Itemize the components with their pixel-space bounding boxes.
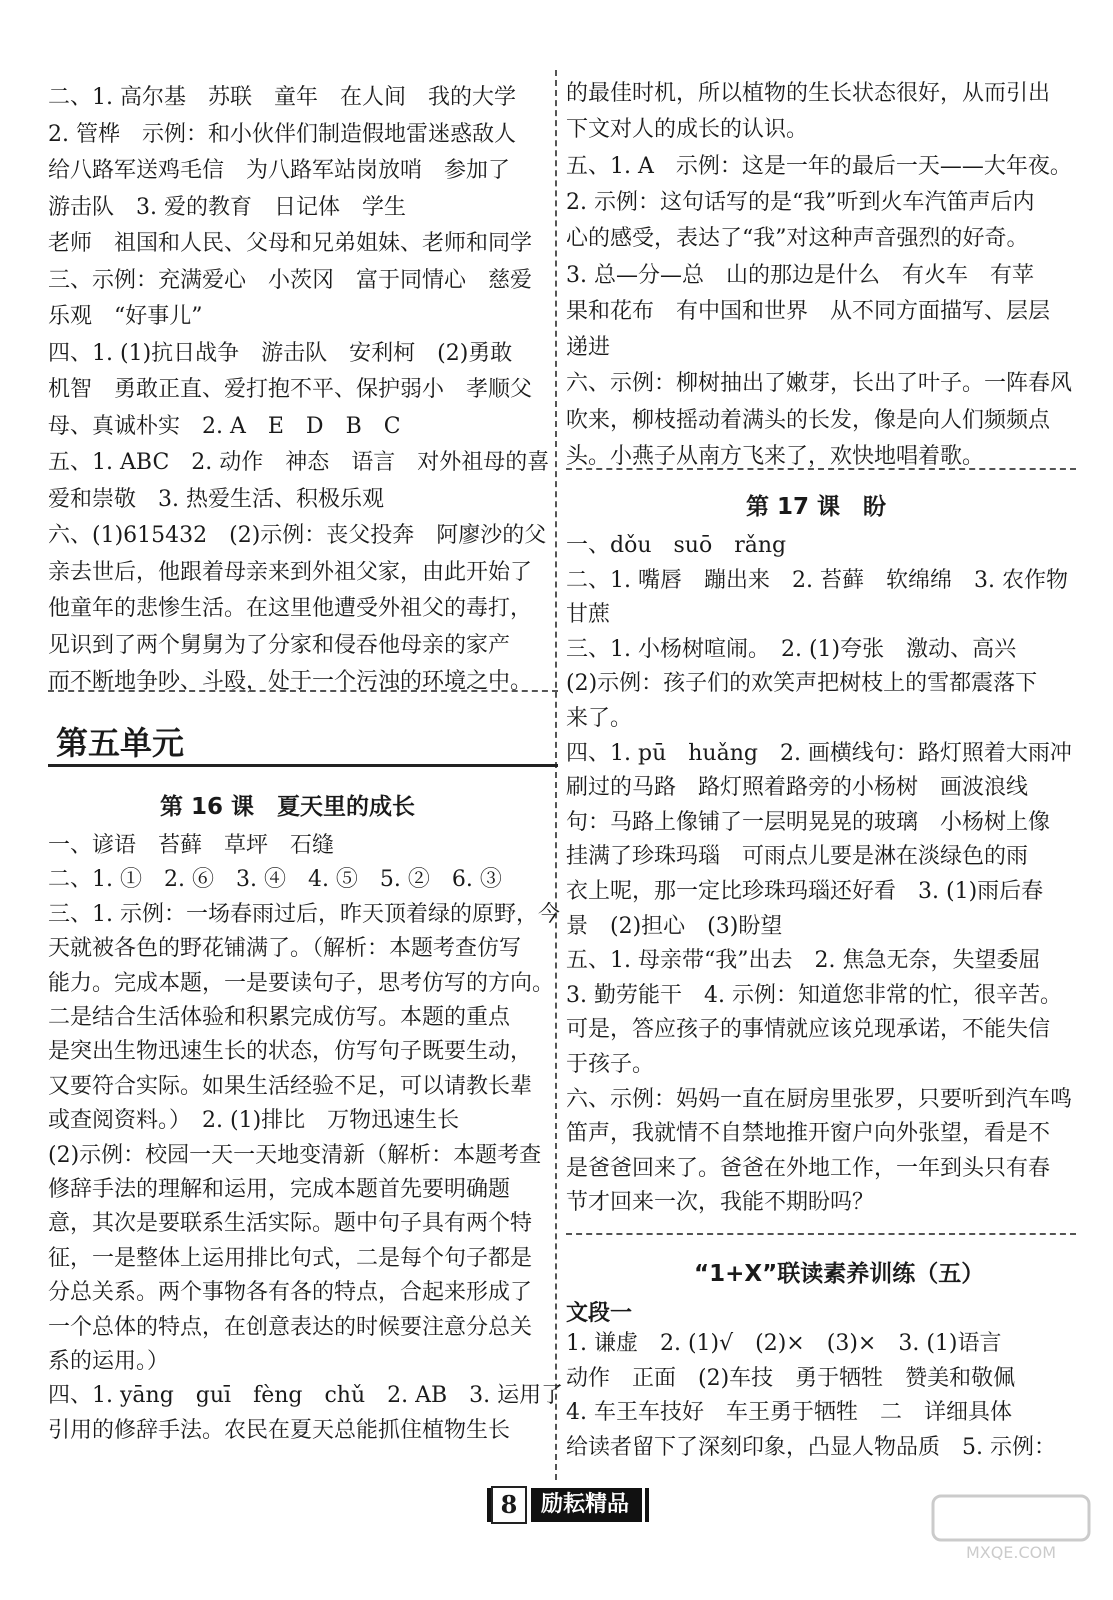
answer-line: 甘蔗 (566, 602, 611, 628)
answer-line: 乐观 “好事儿” (48, 304, 203, 329)
answer-line: 见识到了两个舅舅为了分家和侵吞他母亲的家产 (48, 632, 511, 658)
answer-line: (2)示例：校园一天一天地变清新（解析：本题考查 (48, 1142, 542, 1168)
answer-line: 四、1. pū huǎng 2. 画横线句：路灯照着大雨冲 (566, 740, 1072, 766)
answer-line: 六、示例：柳树抽出了嫩芽，长出了叶子。一阵春风 (566, 371, 1073, 397)
answer-line: 于孩子。 (566, 1052, 655, 1077)
answer-line: 亲去世后，他跟着母亲来到外祖父家，由此开始了 (48, 559, 533, 585)
answer-line: 3. 总—分—总 山的那边是什么 有火车 有苹 (566, 262, 1034, 288)
answer-line: 4. 车王车技好 车王勇于牺牲 二 详细具体 (566, 1400, 1012, 1425)
page-number: 8 (491, 1486, 527, 1524)
answer-line: 征，一是整体上运用排比句式，二是每个句子都是 (48, 1245, 533, 1271)
answer-line: 二、1. 高尔基 苏联 童年 在人间 我的大学 (48, 85, 516, 110)
answer-line: 心的感受，表达了“我”对这种声音强烈的好奇。 (566, 226, 1029, 252)
answer-line: 衣上呢，那一定比珍珠玛瑙还好看 3. (1)雨后春 (566, 879, 1044, 904)
unit-title-rule (48, 764, 558, 767)
answer-line: 修辞手法的理解和运用，完成本题首先要明确题 (48, 1177, 511, 1202)
watermark-text: MXQE.COM (965, 1543, 1057, 1562)
answer-line: 来了。 (566, 706, 633, 731)
answer-line: 系的运用。） (48, 1349, 170, 1374)
lesson-17-title: 第 17 课 盼 (746, 494, 887, 520)
answer-line: 递进 (566, 335, 611, 361)
answer-line: 3. 勤劳能干 4. 示例：知道您非常的忙，很辛苦。 (566, 982, 1062, 1008)
answer-line: 他童年的悲惨生活。在这里他遭受外祖父的毒打， (48, 596, 533, 621)
answer-line: 挂满了珍珠玛瑙 可雨点儿要是淋在淡绿色的雨 (566, 844, 1029, 870)
answer-line: 爱和崇敬 3. 热爱生活、积极乐观 (48, 486, 384, 512)
answer-line: 笛声，我就情不自禁地推开窗户向外张望，看是不 (566, 1121, 1051, 1147)
answer-line: 二是结合生活体验和积累完成仿写。本题的重点 (48, 1005, 511, 1030)
answer-line: 母、真诚朴实 2. A E D B C (48, 413, 401, 439)
answer-line: 三、示例：充满爱心 小茨冈 富于同情心 慈爱 (48, 267, 533, 293)
answer-line: 五、1. A 示例：这是一年的最后一天——大年夜。 (566, 153, 1072, 179)
brand-label: 励耘精品 (531, 1488, 642, 1522)
answer-line: 二、1. ① 2. ⑥ 3. ④ 4. ⑤ 5. ② 6. ③ (48, 867, 502, 893)
answer-line: 五、1. ABC 2. 动作 神态 语言 对外祖母的喜 (48, 450, 550, 475)
answer-line: 三、1. 小杨树喧闹。 2. (1)夸张 激动、高兴 (566, 636, 1017, 662)
answer-line: 意，其次是要联系生活实际。题中句子具有两个特 (48, 1211, 533, 1237)
answer-line: 一个总体的特点，在创意表达的时候要注意分总关 (48, 1314, 533, 1340)
answer-line: 五、1. 母亲带“我”出去 2. 焦急无奈，失望委屈 (566, 948, 1041, 974)
answer-line: 是爸爸回来了。爸爸在外地工作，一年到头只有春 (566, 1155, 1051, 1181)
lesson-16-title: 第 16 课 夏天里的成长 (160, 794, 416, 820)
answer-line: 六、(1)615432 (2)示例：丧父投奔 阿廖沙的父 (48, 523, 547, 548)
wenduan-label: 文段一 (566, 1301, 633, 1326)
section-divider (48, 690, 558, 692)
answer-line: 1. 谦虚 2. (1)√ (2)× (3)× 3. (1)语言 (566, 1331, 1002, 1356)
answer-line: 六、示例：妈妈一直在厨房里张罗，只要听到汽车鸣 (566, 1086, 1073, 1112)
answer-line: 动作 正面 (2)车技 勇于牺牲 赞美和敬佩 (566, 1365, 1016, 1391)
answer-line: 引用的修辞手法。农民在夏天总能抓住植物生长 (48, 1417, 511, 1443)
answer-line: 能力。完成本题，一是要读句子，思考仿写的方向。 (48, 970, 555, 996)
answer-line: 二、1. 嘴唇 蹦出来 2. 苔藓 软绵绵 3. 农作物 (566, 567, 1068, 593)
section-divider (566, 468, 1076, 470)
column-divider (555, 70, 557, 1480)
answer-line: 又要符合实际。如果生活经验不足，可以请教长辈 (48, 1073, 533, 1099)
answer-line: 而不断地争吵、斗殴，处于一个污浊的环境之中。 (48, 669, 533, 694)
answer-line: 四、1. (1)抗日战争 游击队 安利柯 (2)勇敢 (48, 340, 513, 366)
section-divider (566, 1233, 1076, 1235)
answer-line: 果和花布 有中国和世界 从不同方面描写、层层 (566, 298, 1051, 324)
answer-line: 三、1. 示例：一场春雨过后，昨天顶着绿的原野，今 (48, 901, 560, 927)
answer-line: 一、谚语 苔藓 草坪 石缝 (48, 833, 335, 858)
answer-line: 句：马路上像铺了一层明晃晃的玻璃 小杨树上像 (566, 809, 1051, 835)
answer-line: 给八路军送鸡毛信 为八路军站岗放哨 参加了 (48, 158, 511, 183)
answer-line: 天就被各色的野花铺满了。（解析：本题考查仿写 (48, 936, 522, 962)
footer-bar (645, 1488, 649, 1522)
answer-line: 老师 祖国和人民、父母和兄弟姐妹、老师和同学 (48, 231, 533, 256)
lian-du-title: “1+X”联读素养训练（五） (694, 1261, 985, 1287)
answer-line: 是突出生物迅速生长的状态，仿写句子既要生动， (48, 1039, 533, 1065)
answer-line: 刷过的马路 路灯照着路旁的小杨树 画波浪线 (566, 775, 1029, 801)
answer-line: 吹来，柳枝摇动着满头的长发，像是向人们频频点 (566, 407, 1051, 433)
watermark-logo (931, 1494, 1091, 1564)
answer-line: 头。小燕子从南方飞来了，欢快地唱着歌。 (566, 444, 985, 469)
answer-line: (2)示例：孩子们的欢笑声把树枝上的雪都震落下 (566, 671, 1038, 697)
answer-line: 下文对人的成长的认识。 (566, 117, 809, 143)
answer-line: 一、dǒu suō rǎng (566, 533, 787, 558)
answer-line: 可是，答应孩子的事情就应该兑现承诺，不能失信 (566, 1017, 1051, 1043)
unit-title: 第五单元 (56, 724, 185, 762)
answer-line: 四、1. yāng guī fèng chǔ 2. AB 3. 运用了 (48, 1383, 564, 1409)
answer-line: 的最佳时机，所以植物的生长状态很好，从而引出 (566, 81, 1051, 106)
answer-line: 游击队 3. 爱的教育 日记体 学生 (48, 194, 406, 220)
answer-line: 2. 管桦 示例：和小伙伴们制造假地雷迷惑敌人 (48, 121, 516, 147)
answer-line: 2. 示例：这句话写的是“我”听到火车汽笛声后内 (566, 189, 1035, 215)
page-footer (484, 1487, 649, 1523)
answer-line: 分总关系。两个事物各有各的特点，合起来形成了 (48, 1280, 533, 1306)
answer-line: 节才回来一次，我能不期盼吗？ (566, 1190, 875, 1216)
answer-line: 或查阅资料。） 2. (1)排比 万物迅速生长 (48, 1108, 460, 1134)
answer-line: 景 (2)担心 (3)盼望 (566, 913, 783, 939)
answer-line: 给读者留下了深刻印象，凸显人物品质 5. 示例： (566, 1434, 1056, 1460)
answer-line: 机智 勇敢正直、爱打抱不平、保护弱小 孝顺父 (48, 377, 533, 402)
